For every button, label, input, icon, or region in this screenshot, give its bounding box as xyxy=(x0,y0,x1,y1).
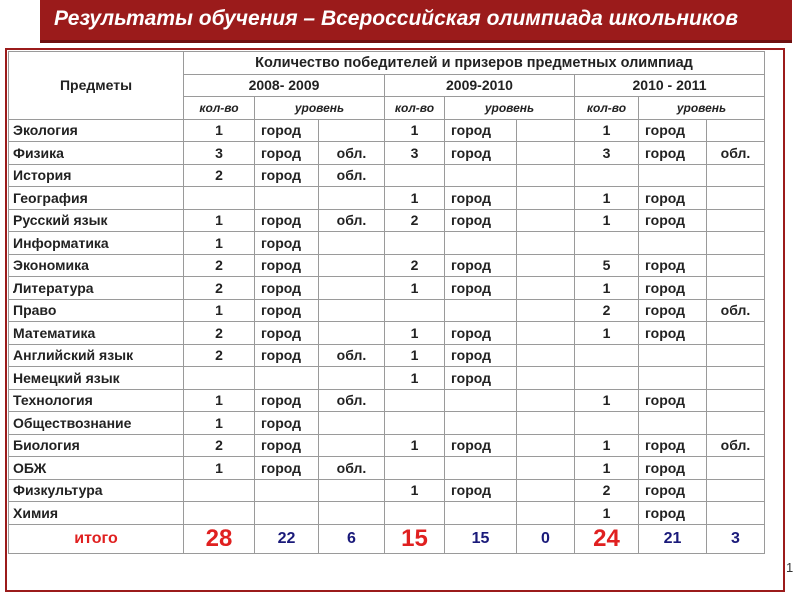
city-level-cell: город xyxy=(255,344,319,367)
city-level-cell: город xyxy=(255,412,319,435)
city-level-cell xyxy=(445,232,517,255)
count-cell: 2 xyxy=(184,164,255,187)
region-level-cell xyxy=(517,457,575,480)
count-cell: 1 xyxy=(184,232,255,255)
region-level-cell xyxy=(707,502,765,525)
subject-name: Английский язык xyxy=(9,344,184,367)
region-level-cell xyxy=(517,367,575,390)
level-header: уровень xyxy=(445,97,575,120)
count-cell: 1 xyxy=(184,457,255,480)
count-cell xyxy=(184,187,255,210)
region-level-cell xyxy=(319,254,385,277)
count-header: кол-во xyxy=(575,97,639,120)
region-level-cell xyxy=(517,344,575,367)
count-cell xyxy=(184,367,255,390)
city-level-cell: город xyxy=(255,254,319,277)
total-count: 28 xyxy=(184,524,255,553)
city-level-cell: город xyxy=(445,142,517,165)
count-cell: 1 xyxy=(184,209,255,232)
count-cell: 1 xyxy=(385,187,445,210)
subject-name: Русский язык xyxy=(9,209,184,232)
region-level-cell: обл. xyxy=(319,457,385,480)
count-cell: 1 xyxy=(184,299,255,322)
subjects-header: Предметы xyxy=(9,52,184,120)
city-level-cell: город xyxy=(445,344,517,367)
count-cell: 1 xyxy=(385,277,445,300)
count-cell: 1 xyxy=(184,389,255,412)
count-cell: 1 xyxy=(184,119,255,142)
count-cell: 2 xyxy=(184,277,255,300)
total-city: 22 xyxy=(255,524,319,553)
count-cell: 5 xyxy=(575,254,639,277)
count-cell: 2 xyxy=(184,344,255,367)
city-level-cell: город xyxy=(639,142,707,165)
region-level-cell xyxy=(707,322,765,345)
region-level-cell xyxy=(707,254,765,277)
region-level-cell xyxy=(707,164,765,187)
table-row xyxy=(9,119,765,142)
table-row xyxy=(9,232,765,255)
city-level-cell: город xyxy=(445,322,517,345)
count-cell xyxy=(184,479,255,502)
subject-name: Литература xyxy=(9,277,184,300)
table-row xyxy=(9,457,765,480)
region-level-cell: обл. xyxy=(319,164,385,187)
city-level-cell xyxy=(445,389,517,412)
region-level-cell xyxy=(517,119,575,142)
table-row xyxy=(9,187,765,210)
table-row xyxy=(9,389,765,412)
region-level-cell: обл. xyxy=(319,344,385,367)
count-cell xyxy=(385,232,445,255)
region-level-cell xyxy=(319,412,385,435)
count-cell xyxy=(385,457,445,480)
city-level-cell xyxy=(445,164,517,187)
count-cell xyxy=(385,389,445,412)
region-level-cell xyxy=(707,187,765,210)
count-cell: 1 xyxy=(385,479,445,502)
region-level-cell xyxy=(707,232,765,255)
subject-name: Физика xyxy=(9,142,184,165)
count-cell: 1 xyxy=(575,119,639,142)
subject-name: Экономика xyxy=(9,254,184,277)
count-cell xyxy=(385,412,445,435)
city-level-cell: город xyxy=(255,457,319,480)
city-level-cell: город xyxy=(255,322,319,345)
count-cell xyxy=(385,299,445,322)
city-level-cell: город xyxy=(639,502,707,525)
region-level-cell xyxy=(707,367,765,390)
count-cell xyxy=(575,164,639,187)
count-cell xyxy=(184,502,255,525)
city-level-cell xyxy=(445,502,517,525)
count-cell: 3 xyxy=(385,142,445,165)
city-level-cell: город xyxy=(255,209,319,232)
region-level-cell xyxy=(517,277,575,300)
city-level-cell: город xyxy=(255,389,319,412)
region-level-cell: обл. xyxy=(707,299,765,322)
region-level-cell xyxy=(319,119,385,142)
city-level-cell: город xyxy=(445,277,517,300)
region-level-cell xyxy=(707,389,765,412)
count-cell: 1 xyxy=(575,502,639,525)
region-level-cell xyxy=(319,367,385,390)
city-level-cell: город xyxy=(255,164,319,187)
city-level-cell: город xyxy=(445,254,517,277)
count-cell: 3 xyxy=(184,142,255,165)
count-cell: 1 xyxy=(575,209,639,232)
count-cell xyxy=(385,502,445,525)
totals-label: итого xyxy=(9,524,184,553)
region-level-cell xyxy=(517,322,575,345)
count-cell: 1 xyxy=(575,277,639,300)
table-row xyxy=(9,209,765,232)
region-level-cell xyxy=(319,187,385,210)
city-level-cell xyxy=(639,232,707,255)
city-level-cell: город xyxy=(639,434,707,457)
count-cell: 2 xyxy=(184,434,255,457)
count-cell: 1 xyxy=(575,434,639,457)
region-level-cell xyxy=(517,209,575,232)
count-cell: 1 xyxy=(385,367,445,390)
region-level-cell: обл. xyxy=(319,389,385,412)
subject-name: История xyxy=(9,164,184,187)
table-row xyxy=(9,502,765,525)
region-level-cell: обл. xyxy=(319,209,385,232)
city-level-cell: город xyxy=(639,389,707,412)
total-count: 15 xyxy=(385,524,445,553)
year-header-2010: 2010 - 2011 xyxy=(575,74,765,97)
subject-name: Право xyxy=(9,299,184,322)
city-level-cell xyxy=(255,502,319,525)
count-cell: 1 xyxy=(575,322,639,345)
level-header: уровень xyxy=(255,97,385,120)
region-level-cell xyxy=(517,434,575,457)
count-cell: 2 xyxy=(184,322,255,345)
city-level-cell: город xyxy=(639,254,707,277)
table-row xyxy=(9,322,765,345)
subject-name: Химия xyxy=(9,502,184,525)
region-level-cell xyxy=(707,344,765,367)
level-header: уровень xyxy=(639,97,765,120)
count-cell xyxy=(385,164,445,187)
region-level-cell xyxy=(517,254,575,277)
count-cell: 1 xyxy=(184,412,255,435)
subject-name: Обществознание xyxy=(9,412,184,435)
region-level-cell xyxy=(319,479,385,502)
region-level-cell xyxy=(517,502,575,525)
city-level-cell xyxy=(639,412,707,435)
city-level-cell: город xyxy=(639,209,707,232)
subject-name: Физкультура xyxy=(9,479,184,502)
city-level-cell xyxy=(255,187,319,210)
count-cell: 1 xyxy=(575,457,639,480)
table-row xyxy=(9,299,765,322)
subject-name: ОБЖ xyxy=(9,457,184,480)
region-level-cell: обл. xyxy=(319,142,385,165)
city-level-cell: город xyxy=(255,299,319,322)
region-level-cell xyxy=(517,187,575,210)
city-level-cell: город xyxy=(445,119,517,142)
city-level-cell xyxy=(639,344,707,367)
count-cell: 2 xyxy=(575,479,639,502)
count-cell xyxy=(575,232,639,255)
count-header: кол-во xyxy=(184,97,255,120)
title-banner xyxy=(40,0,792,43)
city-level-cell: город xyxy=(255,119,319,142)
count-cell xyxy=(575,412,639,435)
count-cell: 3 xyxy=(575,142,639,165)
city-level-cell xyxy=(255,479,319,502)
table-row xyxy=(9,434,765,457)
year-header-2008: 2008- 2009 xyxy=(184,74,385,97)
city-level-cell: город xyxy=(639,457,707,480)
page-number: 1 xyxy=(786,560,794,575)
count-cell: 1 xyxy=(385,344,445,367)
subject-name: Немецкий язык xyxy=(9,367,184,390)
page-title: Результаты обучения – Всероссийская олимпиада школьников xyxy=(54,7,739,30)
total-city: 15 xyxy=(445,524,517,553)
city-level-cell: город xyxy=(445,367,517,390)
city-level-cell: город xyxy=(255,232,319,255)
region-level-cell xyxy=(319,299,385,322)
city-level-cell: город xyxy=(445,187,517,210)
region-level-cell xyxy=(707,412,765,435)
city-level-cell: город xyxy=(255,434,319,457)
count-cell: 2 xyxy=(385,254,445,277)
city-level-cell: город xyxy=(639,479,707,502)
region-level-cell xyxy=(319,232,385,255)
subject-name: География xyxy=(9,187,184,210)
total-region: 3 xyxy=(707,524,765,553)
region-level-cell xyxy=(517,389,575,412)
total-count: 24 xyxy=(575,524,639,553)
table-row xyxy=(9,142,765,165)
count-cell: 2 xyxy=(184,254,255,277)
count-cell: 1 xyxy=(385,434,445,457)
year-header-2009: 2009-2010 xyxy=(385,74,575,97)
total-region: 0 xyxy=(517,524,575,553)
city-level-cell xyxy=(445,457,517,480)
city-level-cell xyxy=(255,367,319,390)
city-level-cell: город xyxy=(639,322,707,345)
region-level-cell xyxy=(707,209,765,232)
subject-name: Биология xyxy=(9,434,184,457)
region-level-cell xyxy=(707,457,765,480)
city-level-cell: город xyxy=(639,187,707,210)
subject-name: Математика xyxy=(9,322,184,345)
table-row xyxy=(9,367,765,390)
table-row xyxy=(9,412,765,435)
region-level-cell xyxy=(319,277,385,300)
count-cell: 2 xyxy=(575,299,639,322)
table-row xyxy=(9,164,765,187)
total-region: 6 xyxy=(319,524,385,553)
city-level-cell: город xyxy=(639,119,707,142)
region-level-cell xyxy=(707,479,765,502)
city-level-cell xyxy=(639,367,707,390)
olympiad-results-table xyxy=(8,51,765,554)
city-level-cell: город xyxy=(255,142,319,165)
city-level-cell xyxy=(445,412,517,435)
city-level-cell: город xyxy=(255,277,319,300)
city-level-cell: город xyxy=(639,299,707,322)
count-cell: 1 xyxy=(575,389,639,412)
count-header: кол-во xyxy=(385,97,445,120)
region-level-cell xyxy=(707,277,765,300)
table-row xyxy=(9,277,765,300)
subject-name: Технология xyxy=(9,389,184,412)
count-cell: 1 xyxy=(385,322,445,345)
count-cell xyxy=(575,367,639,390)
region-level-cell xyxy=(517,479,575,502)
subject-name: Информатика xyxy=(9,232,184,255)
region-level-cell: обл. xyxy=(707,434,765,457)
count-cell xyxy=(575,344,639,367)
city-level-cell: город xyxy=(639,277,707,300)
city-level-cell: город xyxy=(445,209,517,232)
region-level-cell xyxy=(517,142,575,165)
table-row xyxy=(9,254,765,277)
region-level-cell xyxy=(319,322,385,345)
region-level-cell: обл. xyxy=(707,142,765,165)
table-row xyxy=(9,479,765,502)
city-level-cell xyxy=(445,299,517,322)
count-cell: 1 xyxy=(575,187,639,210)
city-level-cell xyxy=(639,164,707,187)
city-level-cell: город xyxy=(445,479,517,502)
total-city: 21 xyxy=(639,524,707,553)
region-level-cell xyxy=(319,434,385,457)
group-header: Количество победителей и призеров предметных олимпиад xyxy=(184,52,765,75)
subject-name: Экология xyxy=(9,119,184,142)
count-cell: 1 xyxy=(385,119,445,142)
region-level-cell xyxy=(707,119,765,142)
region-level-cell xyxy=(517,299,575,322)
region-level-cell xyxy=(517,164,575,187)
region-level-cell xyxy=(517,412,575,435)
count-cell: 2 xyxy=(385,209,445,232)
city-level-cell: город xyxy=(445,434,517,457)
region-level-cell xyxy=(517,232,575,255)
totals-row xyxy=(9,524,765,553)
table-row xyxy=(9,344,765,367)
region-level-cell xyxy=(319,502,385,525)
